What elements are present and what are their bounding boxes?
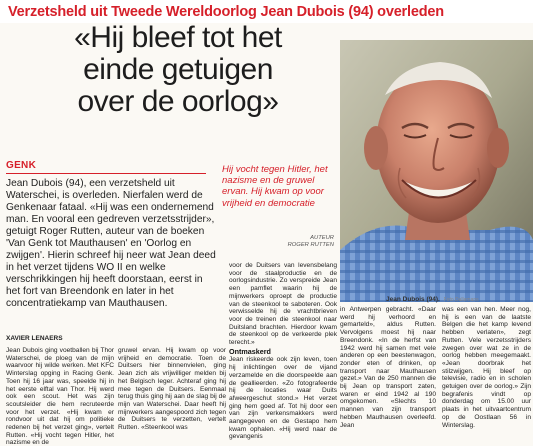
body-column-1 [6, 347, 114, 446]
body-column-4 [340, 306, 436, 446]
lead-text: Jean Dubois (94), een verzetsheld uit Waterschei, is overleden. Nierfalen werd de Genkenaar fataal. «Hij was een ondernemend man. En vooral een gedreven verzetsstrijder», getuigt Roger Rutten, auteur van de boeken 'Van Genk tot Mauthausen' en 'Oorlog en zwijgen'. Hierin schreef hij neer wat Jean deed in het verzet tijdens WO II en welke verschrikkingen hij heeft doorstaan, eerst in het fort van Breendonk en later in het concentratiekamp van Mauthausen. [6, 178, 216, 309]
headline-line-1: «Hij bleef tot het [74, 21, 282, 54]
headline [18, 22, 338, 118]
body-text: voor de Duitsers van levensbelang voor de staalproductie en de oorlogsindustrie. Zo verspreide Jean een pamflet waarin hij de mijnwerkers oproept de productie van de steenkool te saboteren. Ook verwisselde hij de vrachtbrieven voor de treinen die steenkool naar Duitsland brachten. Hierdoor kwam de steenkool op de verkeerde plek terecht.» [229, 262, 337, 347]
section-label: GENK [6, 160, 37, 171]
headline-line-3: over de oorlog» [77, 85, 279, 118]
caption-name: Jean Dubois (94). [386, 296, 440, 303]
portrait-photo [340, 40, 533, 302]
subheading: Ontmaskerd [229, 346, 271, 356]
body-column-3 [229, 262, 337, 446]
quote-author-name: ROGER RUTTEN [287, 242, 334, 248]
body-text: was een van hen. Meer nog, hij is een van de laatste Belgen die het kamp levend hebben verlaten», zegt Rutten. Vele verzetsstrijders zwegen over wat ze in de oorlog hebben meegemaakt. «Jean doorbrak het stilzwijgen. Hij bleef op televisie, radio en in scholen getuigen over de oorlog.» Zijn begrafenis vindt op donderdag om 15.00 uur plaats in het uitvaartcentrum op de Oostlaan 56 in Winterslag. [442, 306, 531, 429]
kicker-bar [0, 0, 533, 23]
section-divider [6, 173, 206, 174]
body-text: in Antwerpen gebracht. «Daar werd hij verhoord en gemarteld», aldus Rutten. Vervolgens moest hij naar Breendonk. «In de herfst van 1942 werd hij samen met vele anderen op een beestenwagon, zonder eten of drinken, op transport naar Mauthausen gezet.» Van de 250 mannen die bij Jean op transport zaten, waren er eind 1942 al 190 omgekomen. «Slechts 10 mannen van zijn transport hebben Mauthausen overleefd. Jean [340, 306, 436, 429]
body-text: Jean Dubois ging voetballen bij Thor Waterschei, de ploeg van de mijn waarvoor hij wilde werken. Met KFC Winterslag opging in Racing Genk. Toen hij 16 jaar was, speelde hij in het eerste elftal van Thor. Hij werd ook een scout. Het was zijn scoutsleider die hem recruteerde voor het verzet. «Hij kwam er rondvoor uit dat hij om politieke redenen bij het verzet ging», vertelt Rutten. «Hij vocht tegen Hitler, het nazisme en de [6, 347, 114, 446]
body-column-2 [118, 347, 226, 446]
lead-paragraph [6, 178, 216, 310]
photo-caption [386, 296, 479, 303]
kicker-text: Verzetsheld uit Tweede Wereldoorlog Jean Dubois (94) overleden [8, 4, 444, 20]
caption-credit: Foto Dallemans [443, 297, 479, 303]
byline: XAVIER LENAERS [6, 335, 63, 342]
body-column-5 [442, 306, 531, 446]
quote-author-role: AUTEUR [310, 235, 334, 241]
pull-quote: Hij vocht tegen Hitler, het nazisme en de gruwel ervan. Hij kwam op voor vrijheid en democratie [222, 164, 328, 209]
pull-quote-author [222, 235, 334, 249]
body-text: gruwel ervan. Hij kwam op voor vrijheid en democratie. Toen de Duitsers hier binnenvielen, ging Jean zich als vrijwilliger melden bij het Belgisch leger. Achteraf ging hij mee tegen de Duitsers. Eenmaal terug thuis ging hij aan de slag bij de mijn van Waterschei. Daar heeft hij mijnwerkers aangespoord zich tegen de Duitsers te verzetten, vertelt Rutten. «Steenkool was [118, 347, 226, 432]
body-text: Jean riskeerde ook zijn leven, toen hij inlichtingen over de vijand verzamelde en die doorspeelde aan de geallieerden. «Zo fotografeerde hij de locaties waar Duits afweergeschut stond.» Het verzet ging hem goed af. Tot hij door een van zijn verkensmakkers werd aangegeven en de Gestapo hem kwam ophalen. «Hij werd naar de gevangenis [229, 356, 337, 441]
headline-line-2: einde getuigen [83, 53, 273, 86]
